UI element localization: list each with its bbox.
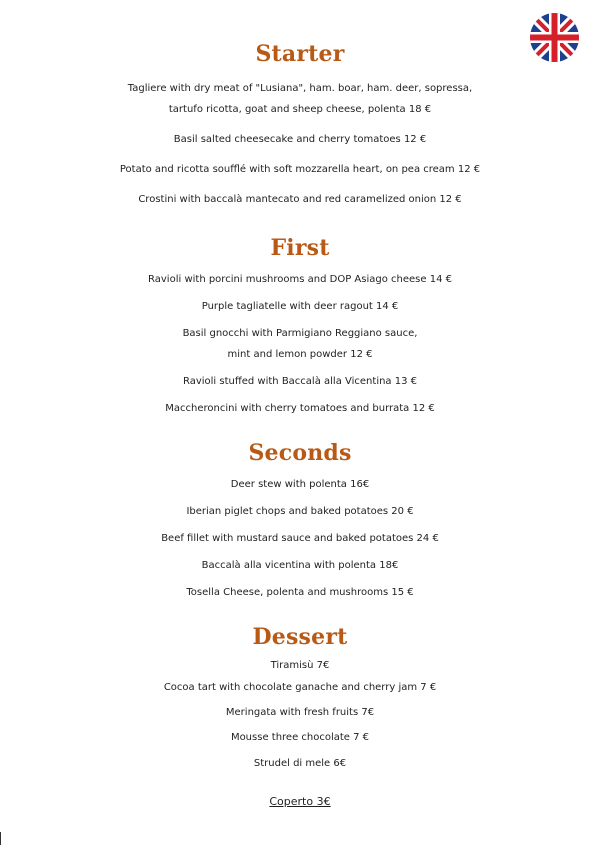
section-title-first: First bbox=[270, 235, 330, 261]
menu-item-tiramisu: Tiramisù 7€ bbox=[270, 660, 330, 671]
menu-item-maccheroncini: Maccheroncini with cherry tomatoes and burrata 12 € bbox=[165, 403, 435, 414]
menu-item-ravioli-porcini: Ravioli with porcini mushrooms and DOP Asiago cheese 14 € bbox=[148, 274, 452, 285]
menu-item-strudel: Strudel di mele 6€ bbox=[253, 758, 347, 769]
menu-item-iberian-piglet: Iberian piglet chops and baked potatoes 20 € bbox=[186, 506, 414, 517]
menu-item-potato-souffle: Potato and ricotta soufflé with soft mozzarella heart, on pea cream 12 € bbox=[119, 164, 481, 175]
menu-item-deer-stew: Deer stew with polenta 16€ bbox=[230, 479, 370, 490]
menu-item-mousse: Mousse three chocolate 7 € bbox=[230, 732, 370, 743]
menu-item-meringata: Meringata with fresh fruits 7€ bbox=[225, 707, 375, 718]
menu-item-tagliere-line-2: tartufo ricotta, goat and sheep cheese, polenta 18 € bbox=[168, 104, 432, 115]
menu-item-tosella-cheese: Tosella Cheese, polenta and mushrooms 15 € bbox=[186, 587, 414, 598]
menu-item-basil-gnocchi-line-1: Basil gnocchi with Parmigiano Reggiano sauce, bbox=[182, 328, 418, 339]
menu-item-cocoa-tart: Cocoa tart with chocolate ganache and cherry jam 7 € bbox=[163, 682, 437, 693]
page-edge-mark bbox=[0, 832, 1, 845]
menu-item-basil-cheesecake: Basil salted cheesecake and cherry tomatoes 12 € bbox=[173, 134, 427, 145]
section-title-seconds: Seconds bbox=[248, 440, 352, 466]
menu-item-basil-gnocchi-line-2: mint and lemon powder 12 € bbox=[227, 349, 373, 360]
menu-item-tagliere-line-1: Tagliere with dry meat of "Lusiana", ham. boar, ham. deer, sopressa, bbox=[127, 83, 473, 94]
section-title-starter: Starter bbox=[255, 41, 345, 67]
menu-item-crostini: Crostini with baccalà mantecato and red caramelized onion 12 € bbox=[138, 194, 462, 205]
cover-charge: Coperto 3€ bbox=[269, 795, 331, 808]
menu-item-baccala-vicentina: Baccalà alla vicentina with polenta 18€ bbox=[201, 560, 399, 571]
menu-item-beef-fillet: Beef fillet with mustard sauce and baked potatoes 24 € bbox=[161, 533, 439, 544]
section-title-dessert: Dessert bbox=[252, 624, 348, 650]
menu-item-purple-tagliatelle: Purple tagliatelle with deer ragout 14 € bbox=[201, 301, 399, 312]
menu-item-ravioli-baccala: Ravioli stuffed with Baccalà alla Vicentina 13 € bbox=[182, 376, 418, 387]
